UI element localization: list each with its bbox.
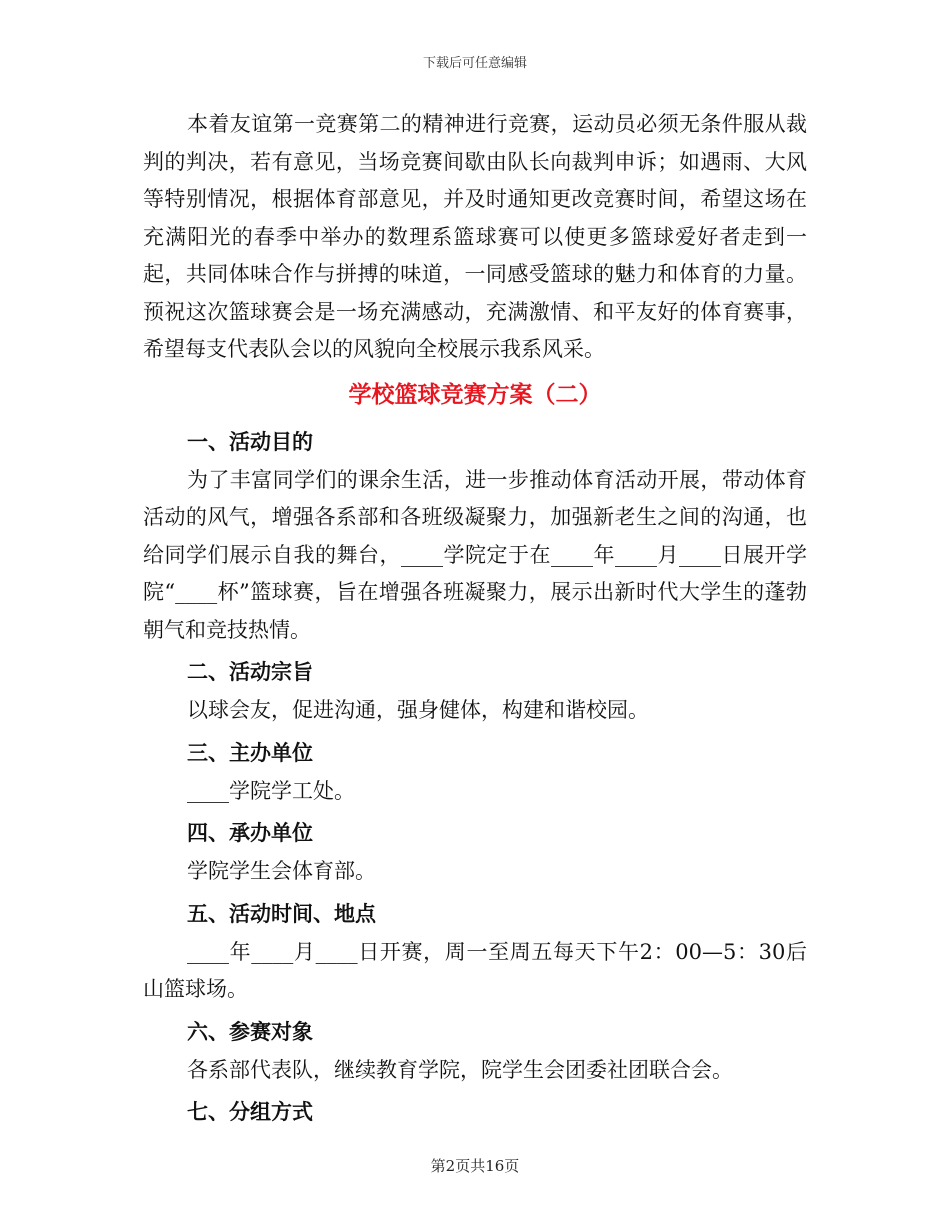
section-heading-organizer: 四、承办单位	[187, 821, 313, 845]
document-body	[143, 106, 807, 1132]
section-text-organizer: 学院学生会体育部。	[187, 859, 376, 883]
section-text-aim: 以球会友，促进沟通，强身健体，构建和谐校园。	[187, 698, 649, 722]
section-heading-host: 三、主办单位	[187, 740, 313, 765]
section-heading-participants: 六、参赛对象	[187, 1019, 313, 1044]
document-title: 学校篮球竞赛方案（二）	[348, 381, 602, 408]
section-text-time-location: ____年____月____日开赛，周一至周五每天下午2：00—5：30后山篮球场。	[143, 939, 807, 1001]
section-text-purpose: 为了丰富同学们的课余生活，进一步推动体育活动开展，带动体育活动的风气，增强各系部和各班级凝聚力，加强新老生之间的沟通，也给同学们展示自我的舞台，____学院定于在____年____月____日展开学院“____杯”篮球赛，旨在增强各班凝聚力，展示出新时代大学生的蓬勃朝气和竞技热情。	[143, 467, 807, 642]
page-header-note: 下载后可任意编辑	[422, 56, 527, 71]
section-heading-purpose: 一、活动目的	[187, 429, 313, 454]
section-text-participants: 各系部代表队，继续教育学院，院学生会团委社团联合会。	[187, 1057, 733, 1082]
section-heading-aim: 二、活动宗旨	[187, 660, 313, 684]
section-heading-grouping: 七、分组方式	[187, 1100, 313, 1124]
section-text-host: ____学院学工处。	[187, 778, 355, 803]
intro-paragraph: 本着友谊第一竞赛第二的精神进行竞赛，运动员必须无条件服从裁判的判决，若有意见，当场竞赛间歇由队长向裁判申诉；如遇雨、大风等特别情况，根据体育部意见，并及时通知更改竞赛时间，希望这场在充满阳光的春季中举办的数理系篮球赛可以使更多篮球爱好者走到一起，共同体味合作与拼搏的味道，一同感受篮球的魅力和体育的力量。预祝这次篮球赛会是一场充满感动，充满激情、和平友好的体育赛事，希望每支代表队会以的风貌向全校展示我系风采。	[143, 112, 807, 361]
section-heading-time-location: 五、活动时间、地点	[187, 901, 376, 926]
page-indicator: 第2页共16页	[430, 1157, 520, 1175]
